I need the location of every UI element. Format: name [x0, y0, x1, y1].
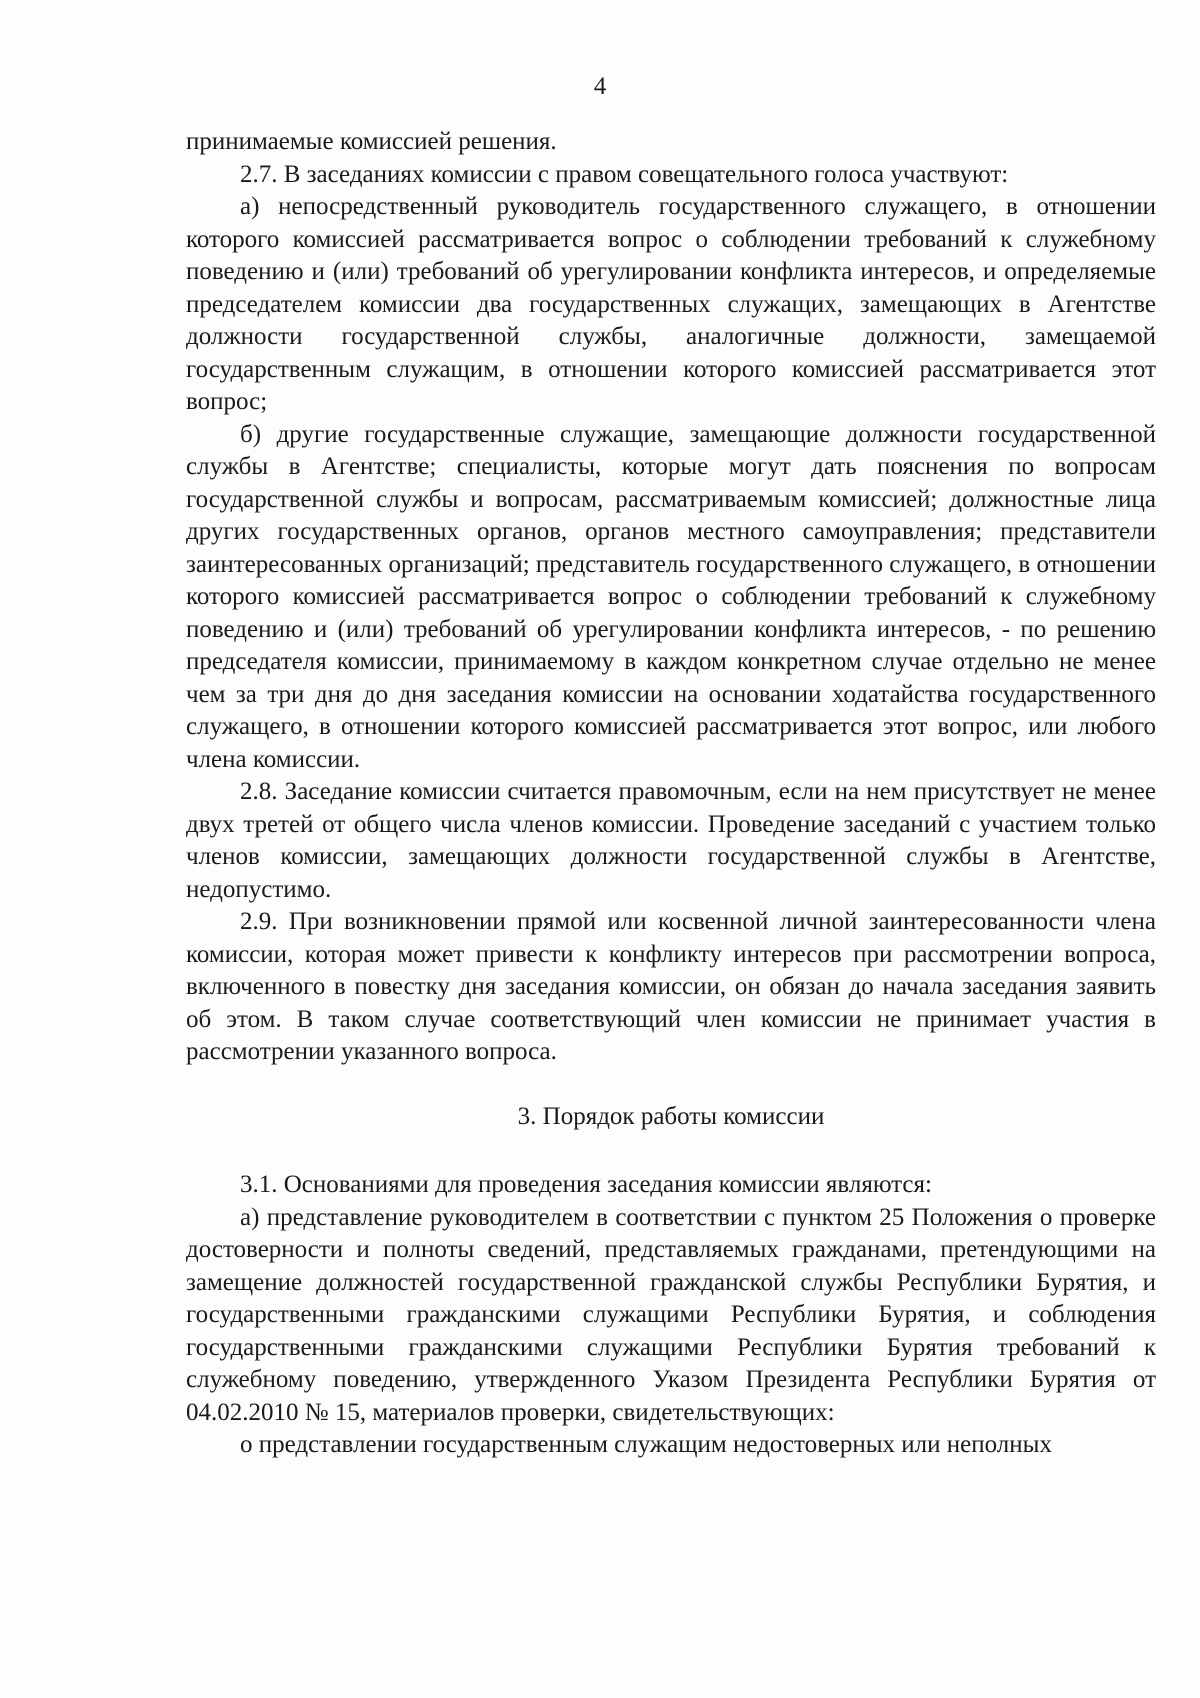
paragraph-continuation: принимаемые комиссией решения. — [186, 128, 557, 155]
paragraph-2-7-a: а) непосредственный руководитель государственного служащего, в отношении которого комиссией рассматривается вопрос о соблюдении требований к служебному поведению и (или) требований об урегулировании конфликта интересов, и определяемые председателем комиссии два государственных служащих, замещающих в Агентстве должности государственной службы, аналогичные должности, замещаемой государственным служащим, в отношении которого комиссией рассматривается этот вопрос; — [186, 193, 1156, 415]
section-heading: 3. Порядок работы комиссии — [517, 1102, 825, 1130]
paragraph-3-1-a: а) представление руководителем в соответствии с пунктом 25 Положения о проверке достоверности и полноты сведений, представляемых гражданами, претендующими на замещение должностей государственной гражданской службы Республики Бурятия, и государственными гражданскими служащими Республики Бурятия, и соблюдения государственными гражданскими служащими Республики Бурятия требований к служебному поведению, утвержденного Указом Президента Республики Бурятия от 04.02.2010 № 15, материалов проверки, свидетельствующих: — [186, 1203, 1156, 1426]
document-body — [186, 126, 1156, 1462]
paragraph-2-8: 2.8. Заседание комиссии считается правомочным, если на нем присутствует не менее двух третей от общего числа членов комиссии. Проведение заседаний с участием только членов комиссии, замещающих должности государственной службы в Агентстве, недопустимо. — [186, 778, 1156, 903]
paragraph-3-1: 3.1. Основаниями для проведения заседания комиссии являются: — [240, 1171, 932, 1198]
page-number: 4 — [593, 73, 607, 100]
paragraph-2-7: 2.7. В заседаниях комиссии с правом совещательного голоса участвуют: — [240, 160, 1009, 188]
paragraph-2-9: 2.9. При возникновении прямой или косвенной личной заинтересованности члена комиссии, которая может привести к конфликту интересов при рассмотрении вопроса, включенного в повестку дня заседания комиссии, он обязан до начала заседания заявить об этом. В таком случае соответствующий член комиссии не принимает участия в рассмотрении указанного вопроса. — [186, 908, 1156, 1065]
paragraph-3-1-a-item: о представлении государственным служащим недостоверных или неполных — [240, 1431, 1052, 1458]
paragraph-2-7-b: б) другие государственные служащие, замещающие должности государственной службы в Агентстве; специалисты, которые могут дать пояснения по вопросам государственной службы и вопросам, рассматриваемым комиссией; должностные лица других государственных органов, органов местного самоуправления; представители заинтересованных организаций; представитель государственного служащего, в отношении которого комиссией рассматривается вопрос о соблюдении требований к служебному поведению и (или) требований об урегулировании конфликта интересов, - по решению председателя комиссии, принимаемому в каждом конкретном случае отдельно не менее чем за три дня до дня заседания комиссии на основании ходатайства государственного служащего, в отношении которого комиссией рассматривается этот вопрос, или любого члена комиссии. — [186, 420, 1156, 773]
